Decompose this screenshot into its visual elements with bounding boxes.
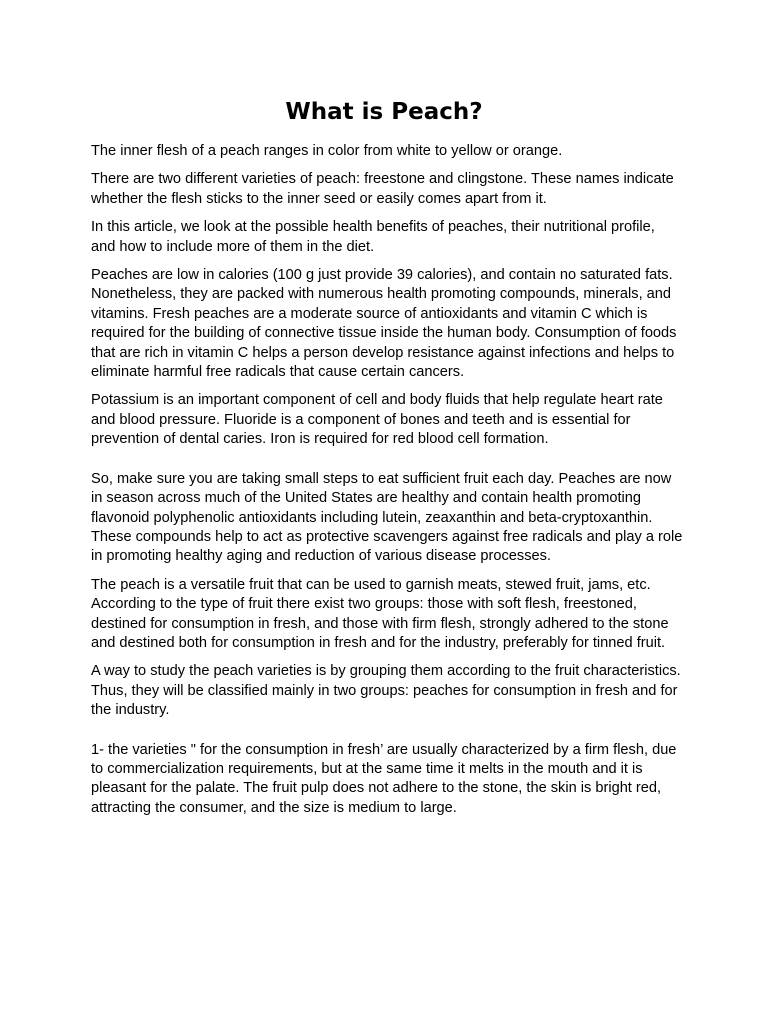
page-title: What is Peach? <box>285 99 483 125</box>
paragraph: Peaches are low in calories (100 g just provide 39 calories), and contain no saturated fats. Nonetheless, they are packed with numerous health promoting compounds, minerals, and vitamins. Fresh peaches are a moderate source of antioxidants and vitamin C which is required for the building of connective tissue inside the human body. Consumption of foods that are rich in vitamin C helps a person develop resistance against infections and helps to eliminate harmful free radicals that cause certain cancers. <box>91 267 677 381</box>
paragraph: Potassium is an important component of cell and body fluids that help regulate heart rate and blood pressure. Fluoride is a component of bones and teeth and is essential for prevention of dental caries. Iron is required for red blood cell formation. <box>91 392 663 448</box>
paragraph: The inner flesh of a peach ranges in color from white to yellow or orange. <box>91 143 563 159</box>
paragraph: 1- the varieties " for the consumption in fresh’ are usually characterized by a firm flesh, due to commercialization requirements, but at the same time it melts in the mouth and it is pleasant for the palate. The fruit pulp does not adhere to the stone, the skin is bright red, attracting the consumer, and the size is medium to large. <box>91 741 677 816</box>
document-body <box>91 142 683 827</box>
paragraph: There are two different varieties of peach: freestone and clingstone. These names indicate whether the flesh sticks to the inner seed or easily comes apart from it. <box>91 171 674 207</box>
paragraph: The peach is a versatile fruit that can be used to garnish meats, stewed fruit, jams, etc. According to the type of fruit there exist two groups: those with soft flesh, freestoned, destined for consumption in fresh, and those with firm flesh, strongly adhered to the stone and destined both for consumption in fresh and for the industry, preferably for tinned fruit. <box>91 576 669 651</box>
paragraph: In this article, we look at the possible health benefits of peaches, their nutritional profile, and how to include more of them in the diet. <box>91 219 655 255</box>
paragraph: A way to study the peach varieties is by grouping them according to the fruit characteristics. Thus, they will be classified mainly in two groups: peaches for consumption in fresh and for the industry. <box>91 663 681 719</box>
paragraph: So, make sure you are taking small steps to eat sufficient fruit each day. Peaches are now in season across much of the United States are healthy and contain health promoting flavonoid polyphenolic antioxidants including lutein, zeaxanthin and beta-cryptoxanthin. These compounds help to act as protective scavengers against free radicals and play a role in promoting healthy aging and reduction of various disease processes. <box>91 470 683 565</box>
